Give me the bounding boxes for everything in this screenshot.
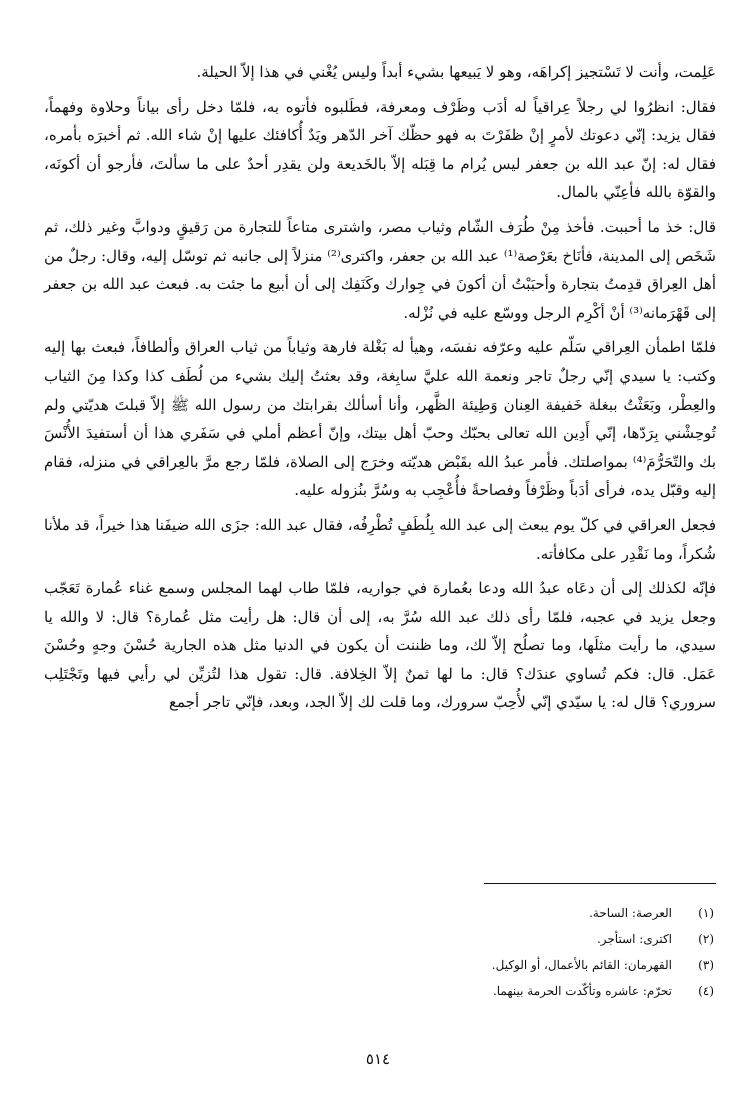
main-text xyxy=(44,58,716,717)
paragraph-6: فإنّه لكذلك إلى أن دعَاه عبدُ الله ودعا بعُمارة في جواريه، فلمّا طاب لهما المجلس وسمع غناء عُمارة تَعَجّب وجعل يزيد في عجبه، فلمّا رأى ذلك عبد الله سُرَّ به، إلى أن قال: هل رأيت مثل عُمارة؟ قال: لا والله يا سيدي، ما رأيت مثلَها، وما تصلُح إلاّ لك، وما ظننت أن يكون في الدنيا مثل هذه الجارية حُسْنَ وجهٍ وحُسْنَ عَمَل. قال: فكم تُساوي عندَك؟ قال: ما لها ثمنٌ إلاّ الخِلافة. قال: تقول هذا لتُزيِّن لي رأيي فيها وتَجْتَلِب سروري؟ قال له: يا سيّدي إنّي لأُحِبّ سرورك، وما قلت لك إلاّ الجد، وبعد، فإنّي تاجر أجمع xyxy=(44,579,716,712)
paragraph-1: عَلِمت، وأنت لا تَسْتجيز إكراهَه، وهو لا يَبيعها بشيء أبداً وليس يُغْني في هذا إلاّ الحيلة. xyxy=(196,63,716,81)
footnote-number: (٣) xyxy=(698,958,714,972)
footnote-3 xyxy=(60,958,714,984)
footnote-4 xyxy=(60,984,714,1010)
paragraph-2: فقال: انظرُوا لي رجلاً عِراقياً له أدَب وظَرْف ومعرفة، فطَلبوه فأتوه به، فلمّا دخل رأى بياناً وحلاوة وفهماً، فقال يزيد: إنّي دعوتك لأمرٍ إنْ ظفَرْتَ به فهو حظّك آخر الدّهر ويَدٌ أُكافئك عليها إنْ شاء الله. ثم أخبرَه بأمره، فقال له: إنّ عبد الله بن جعفر ليس يُرام ما قِبَله إلاّ بالخَديعة ولن يقدِر أحدٌ على ما سألتَ، فأرجو أن أكونَه، والقوّة بالله فأعِنّي بالمال. xyxy=(44,97,716,202)
footnote-2 xyxy=(60,932,714,958)
footnote-number: (٢) xyxy=(698,932,714,946)
footnote-text: القهرمان: القائم بالأعمال، أو الوكيل. xyxy=(491,958,672,972)
footnote-number: (٤) xyxy=(698,984,714,998)
footnote-text: العرصة: الساحة. xyxy=(589,906,672,920)
footnotes xyxy=(60,906,714,1010)
paragraph-3: قال: خذ ما أحببت. فأخذ مِنْ طُرَف الشّام وثياب مصر، واشترى متاعاً للتجارة من رَقيقٍ ودوابَّ وغير ذلك، ثم شَخَص إلى المدينة، فأنَاخ بعَرْصة⁽¹⁾ عبد الله بن جعفر، واكترى⁽²⁾ منزلاً إلى جانبه ثم توسّل إليه، وقال: رجلٌ من أهل العِراق قدِمتُ بتجارة وأحبَبْتُ أن أكونَ في جِوارك وكَنَفِك إلى أن أبيع ما جئت به. فبعث عبد الله بن جعفر إلى قَهْرَمانه⁽³⁾ أنْ أكْرِم الرجل ووسّع عليه في نُزْله. xyxy=(44,217,716,322)
paragraph-5: فجعل العراقي في كلّ يوم يبعث إلى عبد الله بِلُطَفٍ تُطْرِفُه، فقال عبد الله: جزَى الله ضيفَنا هذا خيراً، قد ملأنا شُكراً، وما نَقْدِر على مكافأته. xyxy=(44,515,716,563)
footnote-divider xyxy=(484,883,716,884)
paragraph-4: فلمّا اطمأن العِراقي سَلّم عليه وعرّفه نفسَه، وهيأ له بَغْلة فارهة وثياباً من ثياب العراق وألطافاً، فبعث بها إليه وكتب: يا سيدي إنّي رجلٌ تاجر ونعمة الله عليَّ سابِغة، وقد بعثتُ إليك بشيء من لُطَف كذا وكذا مِنَ الثياب والعِطْر، وبَعَثْتُ ببغلة خَفيفة العِنان وَطِيئة الظَّهر، وأنا أسألك بقرابتك من رسول الله ﷺ إلاّ قبلتَ هديّتي ولم تُوحِشْني بِرَدّها، إنّي أَدِين الله تعالى بحبّك وحبّ أهل بيتك، وإنّ أعظم أملي في سَفَري هذا أن أستفيدَ الأُنْسَ بك والتّحَرُّمَ⁽⁴⁾ بمواصلتك. فأمر عبدُ الله بقَبْض هديّته وخرَج إلى الصلاة، فلمّا رجع مرَّ بالعِراقي في منزله، فقام إليه وقبّل يده، فرأى أدَباً وظَرْفاً وفصاحةً فأُعْجِب به وسُرَّ بنُزوله عليه. xyxy=(44,338,716,500)
footnote-text: تحرّم: عاشره وتأكّدت الحرمة بينهما. xyxy=(492,984,672,998)
footnote-number: (١) xyxy=(698,906,714,920)
footnote-1 xyxy=(60,906,714,932)
page-number: ٥١٤ xyxy=(365,1050,391,1068)
footnote-text: اكترى: استأجر. xyxy=(596,932,672,946)
